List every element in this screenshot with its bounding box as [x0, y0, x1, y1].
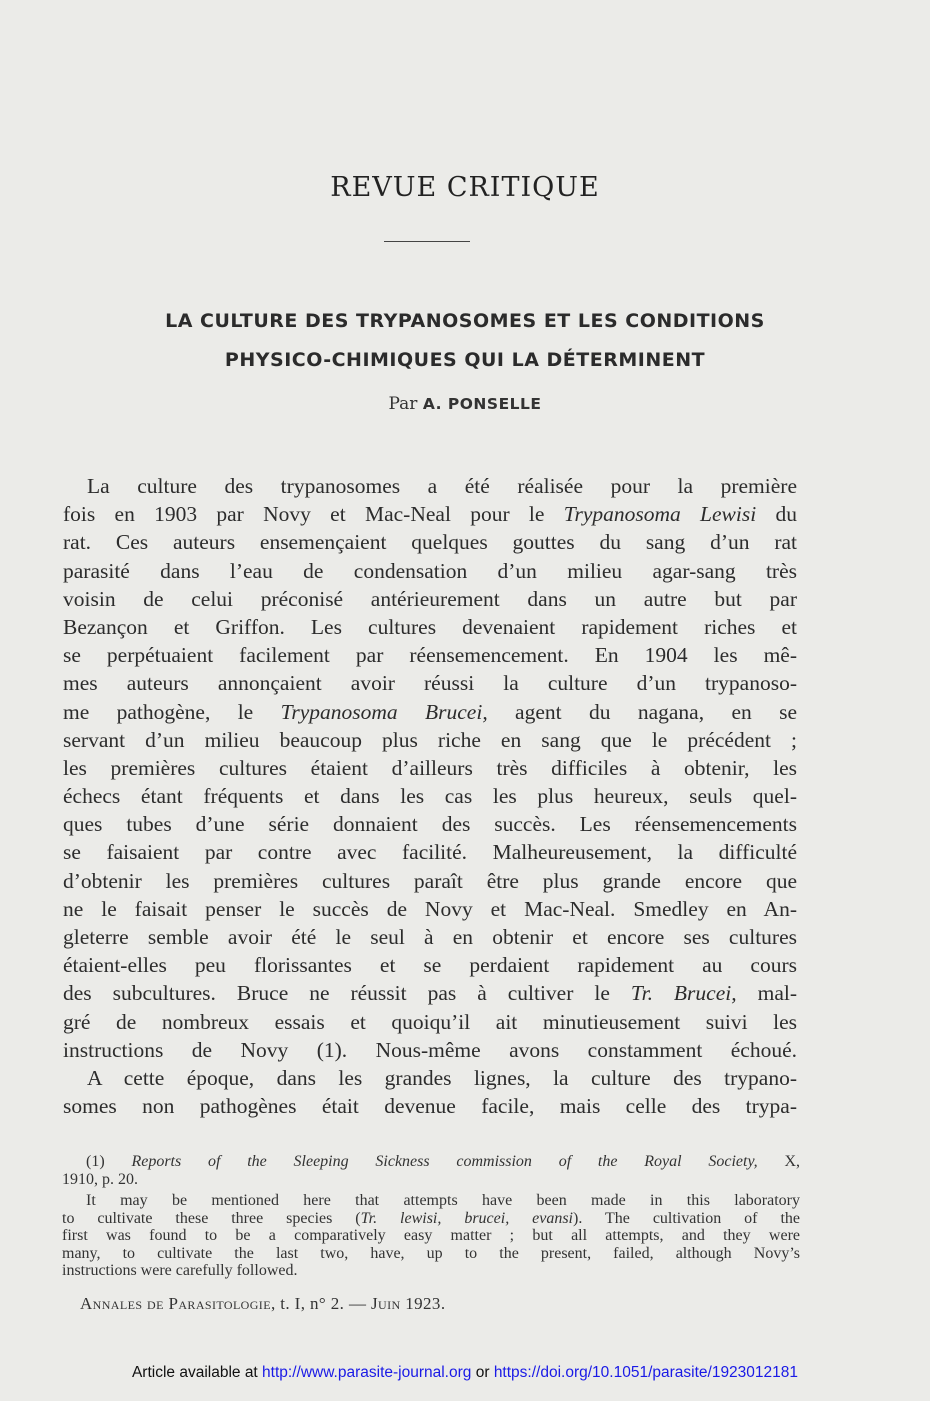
body-line [63, 726, 797, 754]
footnote-line [62, 1153, 800, 1171]
text-run: étaient-elles peu florissantes et se perdaient rapidement au cours [63, 953, 797, 978]
journal-date: Juin 1923. [371, 1294, 446, 1313]
section-title: REVUE CRITIQUE [330, 172, 600, 203]
article-title-line: LA CULTURE DES TRYPANOSOMES ET LES CONDITIONS [165, 310, 765, 332]
body-line [63, 923, 797, 951]
footnote-line [62, 1262, 800, 1280]
text-run: La culture des trypanosomes a été réalisée pour la première [87, 474, 797, 498]
text-run: servant d’un milieu beaucoup plus riche en sang que le précédent ; [63, 727, 797, 752]
footnote-line [62, 1227, 800, 1245]
doi-link[interactable]: https://doi.org/10.1051/parasite/1923012181 [493, 1364, 799, 1381]
article-title [60, 302, 870, 380]
body-line [63, 1008, 797, 1036]
text-run: A cette époque, dans les grandes lignes, la culture des trypano- [87, 1065, 797, 1090]
text-run: 1910, p. 20. [62, 1170, 138, 1188]
article-title-line: PHYSICO-CHIMIQUES QUI LA DÉTERMINENT [224, 349, 706, 371]
journal-name: Annales de Parasitologie [80, 1294, 271, 1313]
body-line [63, 1064, 797, 1092]
availability-footer [0, 1364, 930, 1382]
text-run: to cultivate these three species ( [62, 1209, 361, 1227]
availability-prefix: Article available at [131, 1364, 263, 1381]
text-run: many, to cultivate the last two, have, up to the present, failed, although Novy’s [62, 1244, 800, 1262]
text-run: d’obtenir les premières cultures paraît être plus grande encore que [63, 868, 797, 893]
italic-text: Reports of the Sleeping Sickness commission of the Royal Society, [131, 1153, 758, 1170]
footnote-line [62, 1210, 800, 1228]
italic-text: Trypanosoma Lewisi [563, 502, 757, 527]
author-name: A. PONSELLE [422, 395, 542, 413]
text-run: fois en 1903 par Novy et Mac-Neal pour le [63, 502, 564, 527]
footnote-line [62, 1245, 800, 1263]
text-run: gré de nombreux essais et quoiqu’il ait minutieusement suivi les [63, 1009, 797, 1034]
journal-issue: , t. I, n° 2. — [270, 1294, 372, 1313]
text-run: (1) [86, 1153, 132, 1170]
journal-link[interactable]: http://www.parasite-journal.org [262, 1364, 472, 1381]
text-run: ). The cultivation of the [573, 1209, 800, 1227]
body-line [63, 585, 797, 613]
text-run: me pathogène, le [63, 699, 281, 724]
body-line [63, 641, 797, 669]
text-run: voisin de celui préconisé antérieurement dans un autre but par [63, 586, 797, 611]
italic-text: Tr. Brucei, [630, 981, 737, 1006]
body-line [63, 810, 797, 838]
title-divider [384, 241, 470, 242]
body-line [63, 528, 797, 556]
body-line [63, 669, 797, 697]
footnotes [62, 1153, 800, 1280]
body-line [63, 1036, 797, 1064]
text-run: first was found to be a comparatively easy matter ; but all attempts, and they were [62, 1227, 800, 1244]
text-run: X, [757, 1153, 801, 1170]
italic-text: Tr. lewisi, brucei, evansi [360, 1209, 574, 1227]
text-run: échecs étant fréquents et dans les cas les plus heureux, seuls quel- [63, 784, 797, 809]
body-line [63, 472, 797, 500]
text-run: Bezançon et Griffon. Les cultures devenaient rapidement riches et [63, 614, 797, 639]
body-line [63, 782, 797, 810]
text-run: gleterre semble avoir été le seul à en obtenir et encore ses cultures [63, 925, 797, 949]
body-line [63, 754, 797, 782]
footnote-line [62, 1171, 800, 1189]
text-run: rat. Ces auteurs ensemençaient quelques gouttes du sang d’un rat [63, 530, 797, 555]
text-run: It may be mentioned here that attempts have been made in this laboratory [86, 1192, 800, 1209]
text-run: des subcultures. Bruce ne réussit pas à cultiver le [63, 981, 631, 1006]
text-run: parasité dans l’eau de condensation d’un milieu agar-sang très [63, 558, 797, 583]
text-run: du [756, 502, 797, 527]
body-line [63, 698, 797, 726]
body-line [63, 895, 797, 923]
body-line [63, 951, 797, 979]
text-run: somes non pathogènes était devenue facile, mais celle des trypa- [63, 1094, 797, 1119]
body-line [63, 557, 797, 585]
byline [0, 394, 930, 414]
text-run: ques tubes d’une série donnaient des succès. Les réensemencements [63, 812, 797, 837]
text-run: mal- [736, 981, 797, 1006]
footnote-line [62, 1192, 800, 1210]
text-run: agent du nagana, en se [487, 699, 797, 724]
availability-or: or [471, 1364, 494, 1381]
italic-text: Trypanosoma Brucei, [280, 699, 488, 724]
text-run: les premières cultures étaient d’ailleurs très difficiles à obtenir, les [63, 755, 797, 780]
text-run: se faisaient par contre avec facilité. Malheureusement, la difficulté [63, 840, 797, 865]
body-text [63, 472, 797, 1120]
text-run: instructions de Novy (1). Nous-même avons constamment échoué. [63, 1037, 797, 1062]
byline-prefix: Par [388, 394, 418, 414]
body-line [63, 979, 797, 1007]
text-run: instructions were carefully followed. [62, 1262, 298, 1279]
journal-citation [80, 1294, 445, 1314]
body-line [63, 838, 797, 866]
body-line [63, 613, 797, 641]
text-run: ne le faisait penser le succès de Novy et Mac-Neal. Smedley en An- [63, 896, 797, 921]
text-run: mes auteurs annonçaient avoir réussi la culture d’un trypanoso- [63, 671, 797, 696]
body-line [63, 1092, 797, 1120]
body-line [63, 500, 797, 528]
body-line [63, 867, 797, 895]
text-run: se perpétuaient facilement par réensemencement. En 1904 les mê- [63, 643, 797, 668]
